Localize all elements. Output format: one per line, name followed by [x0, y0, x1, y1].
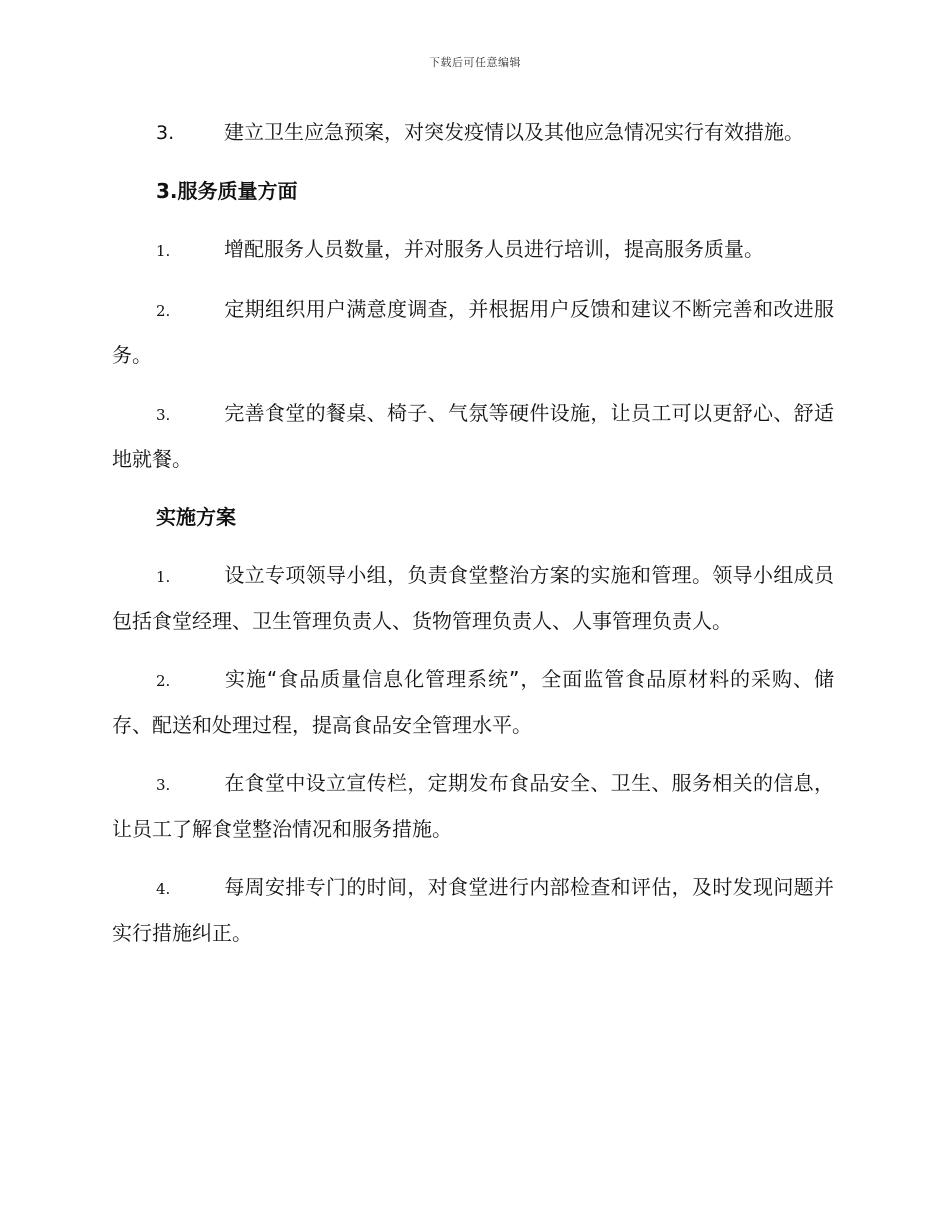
list-item-text: 在食堂中设立宣传栏，定期发布食品安全、卫生、服务相关的信息，让员工了解食堂整治情况和服务措施。 — [112, 771, 834, 841]
list-item-text: 建立卫生应急预案，对突发疫情以及其他应急情况实行有效措施。 — [224, 120, 804, 144]
list-item-text: 增配服务人员数量，并对服务人员进行培训，提高服务质量。 — [224, 237, 764, 261]
list-item-number: 3. — [156, 776, 171, 794]
document-body — [112, 110, 834, 969]
list-item — [112, 287, 834, 377]
list-item — [112, 391, 834, 481]
section-heading-implementation: 实施方案 — [156, 505, 236, 529]
list-item-number: 2. — [156, 672, 171, 690]
list-item-number: 4. — [156, 880, 171, 898]
section-heading-service-quality: 3.服务质量方面 — [156, 179, 298, 203]
page-header: 下载后可任意编辑 — [429, 56, 521, 69]
list-item-text: 设立专项领导小组，负责食堂整治方案的实施和管理。领导小组成员包括食堂经理、卫生管理负责人、货物管理负责人、人事管理负责人。 — [112, 563, 834, 633]
list-item — [112, 227, 834, 273]
list-item — [112, 865, 834, 955]
list-item — [112, 553, 834, 643]
list-item-text: 完善食堂的餐桌、椅子、气氛等硬件设施，让员工可以更舒心、舒适地就餐。 — [112, 401, 834, 471]
list-item — [112, 110, 834, 155]
list-item-number: 1. — [156, 242, 171, 260]
list-item — [112, 761, 834, 851]
list-item-number: 3. — [156, 406, 171, 424]
list-item-number: 1. — [156, 568, 171, 586]
list-item — [112, 657, 834, 747]
list-item-number: 2. — [156, 302, 171, 320]
list-item-text: 每周安排专门的时间，对食堂进行内部检查和评估，及时发现问题并实行措施纠正。 — [112, 875, 834, 945]
list-item-text: 实施“食品质量信息化管理系统”，全面监管食品原材料的采购、储存、配送和处理过程，提高食品安全管理水平。 — [112, 667, 834, 737]
list-item-text: 定期组织用户满意度调查，并根据用户反馈和建议不断完善和改进服务。 — [112, 297, 834, 367]
list-item-number: 3. — [156, 122, 175, 144]
